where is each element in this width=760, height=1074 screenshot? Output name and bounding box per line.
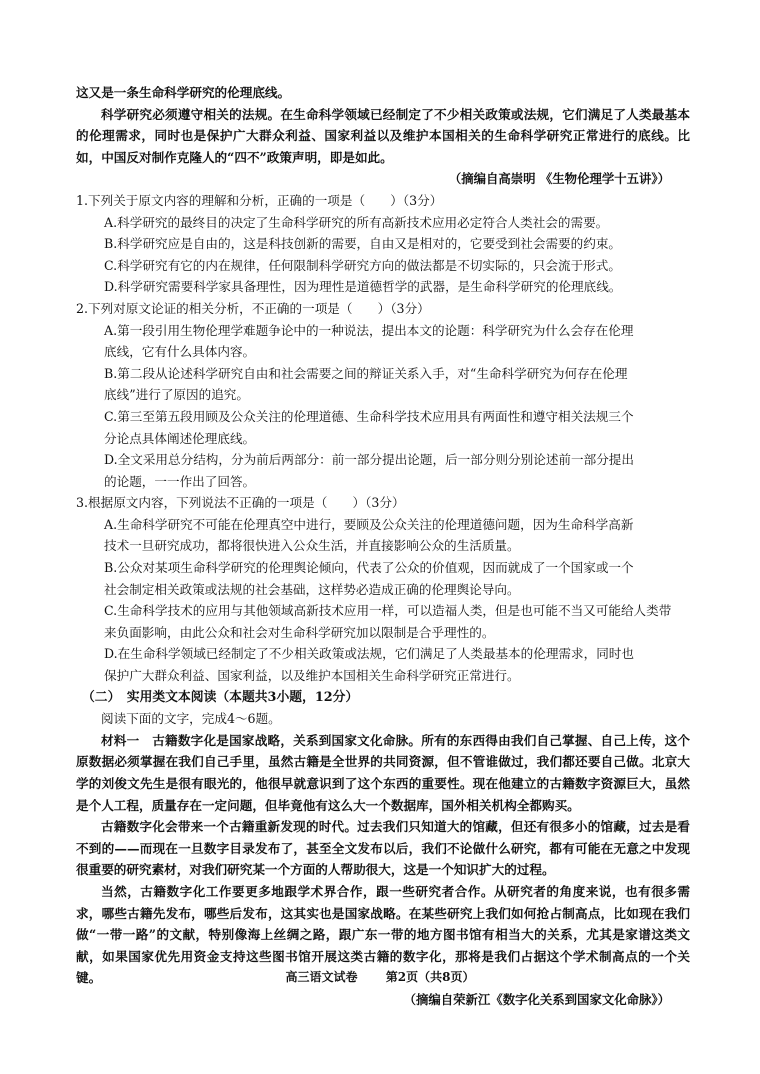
option-text: A.第一段引用生物伦理学难题争论中的一种说法，提出本文的论题：科学研究为什么会存在伦理 [104,322,634,338]
option-text: A.生命科学研究不可能在伦理真空中进行，要顾及公众关注的伦理道德问题，因为生命科学高新 [104,516,634,532]
footer-page-number: 第2页（共8页） [385,970,475,984]
option-b: B.科学研究应是自由的，这是科技创新的需要，自由又是相对的，它要受到社会需要的约束。 [104,236,622,252]
option-continuation: 保护广大群众利益、国家利益，以及维护本国相关生命科学研究正常进行。 [104,668,520,684]
passage-paragraph: 科学研究必须遵守相关的法规。在生命科学领域已经制定了不少相关政策或法规，它们满足了人类最基本的伦理需求，同时也是保护广大群众利益、国家利益以及维护本国相关的生命科学研究正常进行的底线。比如，中国反对制作克隆人的“四不”政策声明，即是如此。 [76,106,690,165]
page-footer [0,968,760,985]
material-1-paragraph-1: 材料一 古籍数字化是国家战略，关系到国家文化命脉。所有的东西得由我们自己掌握、自己上传，这个原数据必须掌握在我们自己手里，虽然古籍是全世界的共同资源，但不管谁做过，我们都还要自己做。北京大学的刘俊文先生是很有眼光的，他很早就意识到了这个东西的重要性。现在他建立的古籍数字资源巨大，虽然是个人工程，质量存在一定问题，但毕竟他有这么大一个数据库，国外相关机构全都购买。 [76,732,690,813]
option-continuation: 社会制定相关政策或法规的社会基础，这样势必造成正确的伦理舆论导向。 [104,581,520,597]
option-a [104,320,690,363]
option-text: B.公众对某项生命科学研究的伦理舆论倾向，代表了公众的价值观，因而就成了一个国家或一个 [104,560,634,576]
option-continuation: 的论题，一一作出了回答。 [104,473,256,489]
question-stem: 3.根据原文内容，下列说法不正确的一项是（ ）（3分） [76,495,405,511]
section-heading: （二） 实用类文本阅读（本题共3小题，12分） [82,689,359,705]
option-a: A.科学研究的最终目的决定了生命科学研究的所有高新技术应用必定符合人类社会的需要。 [104,214,609,230]
option-continuation: 分论点具体阐述伦理底线。 [104,430,256,446]
option-continuation: 底线”进行了原因的追究。 [104,387,249,403]
option-c [104,406,690,449]
option-d [104,643,690,686]
material-1-paragraph-2: 古籍数字化会带来一个古籍重新发现的时代。过去我们只知道大的馆藏，但还有很多小的馆藏，过去是看不到的——而现在一旦数字目录发布了，甚至全文发布以后，我们不论做什么研究，都有可能在无意之中发现很重要的研究素材，对我们研究某一个方面的人帮助很大，这是一个知识扩大的过程。 [76,819,690,878]
material-1-paragraph-3: 当然，古籍数字化工作要更多地跟学术界合作，跟一些研究者合作。从研究者的角度来说，也有很多需求，哪些古籍先发布，哪些后发布，这其实也是国家战略。在某些研究上我们如何抢占制高点，比如现在我们做“一带一路”的文献，特别像海上丝绸之路，跟广东一带的地方图书馆有相当大的关系，尤其是家谱这类文献，如果国家优先用资金支持这些图书馆开展这类古籍的数字化，那将是我们占据这个学术制高点的一个关键。 [76,883,690,986]
question-2 [76,298,690,492]
question-3 [76,492,690,686]
option-d: D.科学研究需要科学家具备理性，因为理性是道德哲学的武器，是生命科学研究的伦理底线。 [104,279,622,295]
option-a [104,514,690,557]
option-continuation: 来负面影响，由此公众和社会对生命科学研究加以限制是合乎理性的。 [104,624,495,640]
option-c [104,600,690,643]
question-stem: 1.下列关于原文内容的理解和分析，正确的一项是（ ）（3分） [76,192,443,208]
option-text: C.生命科学技术的应用与其他领域高新技术应用一样，可以造福人类，但是也可能不当又可能给人类带 [104,603,672,619]
option-b [104,363,690,406]
footer-subject: 高三语文试卷 [285,970,358,984]
option-text: D.在生命科学领域已经制定了不少相关政策或法规，它们满足了人类最基本的伦理需求，同时也 [104,646,634,662]
question-stem: 2.下列对原文论证的相关分析，不正确的一项是（ ）（3分） [76,300,430,316]
question-1 [76,190,690,298]
option-text: D.全文采用总分结构，分为前后两部分：前一部分提出论题，后一部分则分别论述前一部分提出 [104,452,634,468]
section-instruction: 阅读下面的文字，完成4～6题。 [101,711,281,727]
option-b [104,557,690,600]
option-text: C.第三至第五段用顾及公众关注的伦理道德、生命科学技术应用具有两面性和遵守相关法规三个 [104,408,634,424]
material-source: （摘编自荣新江《数字化关系到国家文化命脉》） [403,991,670,1007]
option-continuation: 技术一旦研究成功，都将很快进入公众生活，并直接影响公众的生活质量。 [104,538,520,554]
option-c: C.科学研究有它的内在规律，任何限制科学研究方向的做法都是不切实际的，只会流于形式。 [104,257,621,273]
option-text: B.第二段从论述科学研究自由和社会需要之间的辩证关系入手，对“生命科学研究为何存在伦理 [104,365,628,381]
passage-source: （摘编自高崇明 《生物伦理学十五讲》） [448,171,670,187]
option-d [104,449,690,492]
option-continuation: 底线，它有什么具体内容。 [104,344,256,360]
passage-line: 这又是一条生命科学研究的伦理底线。 [76,85,291,100]
